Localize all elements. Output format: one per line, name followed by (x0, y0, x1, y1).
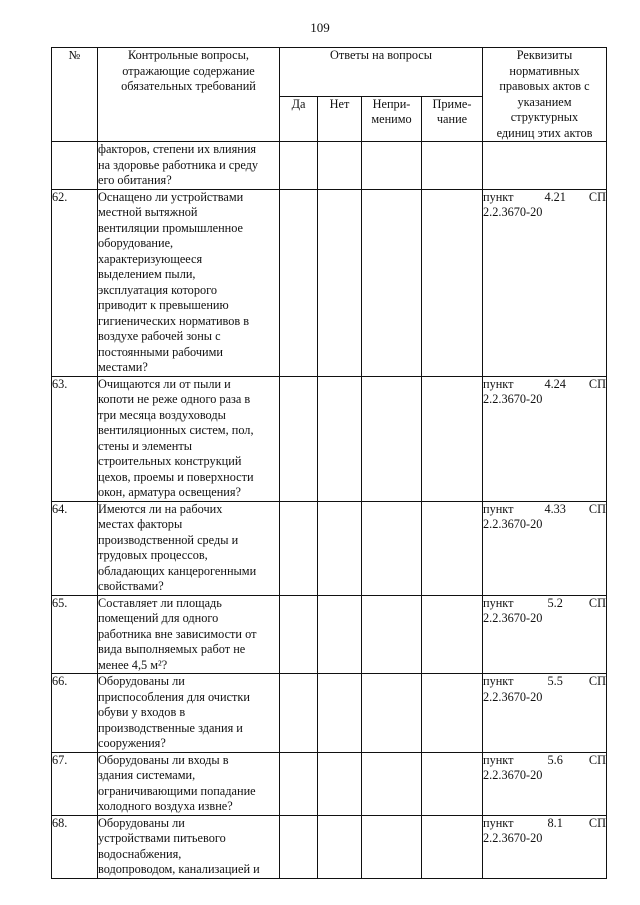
ref-code: 2.2.3670-20 (483, 768, 543, 782)
answer-not-applicable-cell[interactable] (362, 189, 422, 376)
row-num (52, 142, 98, 190)
row-question: Оснащено ли устройствами местной вытяжной вентиляции промышленное оборудование, характеризующееся выделением пыли, эксплуатация которого приводит к превышению гигиенических нормативов в воздухе рабочей зоны с постоянными рабочими местами? (98, 189, 280, 376)
header-row (52, 48, 607, 97)
row-requisites (483, 674, 607, 753)
answer-no-cell[interactable] (318, 674, 362, 753)
header-note: Приме- чание (422, 96, 483, 141)
ref-code: 2.2.3670-20 (483, 392, 543, 406)
ref-code: 2.2.3670-20 (483, 831, 543, 845)
row-num: 66. (52, 674, 98, 753)
ref-word: пункт (483, 376, 514, 391)
row-question: Очищаются ли от пыли и копоти не реже одного раза в три месяца воздуховоды вентиляционных систем, пол, стены и элементы строительных конструкций цехов, проемы и поверхности окон, арматура освещения? (98, 376, 280, 501)
row-question: факторов, степени их влияния на здоровье работника и среду его обитания? (98, 142, 280, 190)
answer-note-cell[interactable] (422, 189, 483, 376)
answer-yes-cell[interactable] (280, 501, 318, 595)
ref-code: 2.2.3670-20 (483, 205, 543, 219)
table-row (52, 674, 607, 753)
row-question: Составляет ли площадь помещений для одного работника вне зависимости от вида выполняемых работ не менее 4,5 м²? (98, 595, 280, 674)
row-num: 62. (52, 189, 98, 376)
ref-word: пункт (483, 815, 514, 830)
answer-note-cell[interactable] (422, 815, 483, 878)
answer-not-applicable-cell[interactable] (362, 815, 422, 878)
answer-yes-cell[interactable] (280, 376, 318, 501)
row-requisites (483, 595, 607, 674)
ref-code: 2.2.3670-20 (483, 689, 543, 704)
answer-yes-cell[interactable] (280, 752, 318, 815)
ref-word: пункт (483, 674, 514, 688)
ref-sp: СП (588, 376, 606, 391)
requirements-table (51, 47, 607, 879)
header-no: Нет (318, 96, 362, 141)
table-row (52, 142, 607, 190)
row-num: 63. (52, 376, 98, 501)
ref-word: пункт (483, 501, 514, 516)
row-requisites (483, 815, 607, 878)
header-not-applicable: Непри- менимо (362, 96, 422, 141)
row-requisites (483, 752, 607, 815)
table-row (52, 595, 607, 674)
header-yes: Да (280, 96, 318, 141)
ref-point: 8.1 (547, 815, 563, 830)
answer-yes-cell[interactable] (280, 674, 318, 753)
table-row (52, 752, 607, 815)
ref-sp: СП (588, 189, 606, 204)
answer-yes-cell[interactable] (280, 595, 318, 674)
answer-no-cell[interactable] (318, 189, 362, 376)
table-row (52, 376, 607, 501)
answer-note-cell[interactable] (422, 501, 483, 595)
ref-point: 5.6 (547, 752, 563, 767)
ref-code: 2.2.3670-20 (483, 517, 543, 531)
answer-note-cell[interactable] (422, 376, 483, 501)
table-row (52, 815, 607, 878)
answer-no-cell[interactable] (318, 752, 362, 815)
answer-note-cell[interactable] (422, 142, 483, 190)
ref-word: пункт (483, 189, 514, 204)
row-question: Оборудованы ли входы в здания системами, ограничивающими попадание холодного воздуха извне? (98, 752, 280, 815)
ref-sp: СП (588, 595, 606, 610)
answer-no-cell[interactable] (318, 815, 362, 878)
answer-yes-cell[interactable] (280, 142, 318, 190)
answer-not-applicable-cell[interactable] (362, 674, 422, 753)
row-requisites (483, 501, 607, 595)
ref-sp: СП (588, 815, 606, 830)
row-num: 65. (52, 595, 98, 674)
ref-point: 5.2 (547, 595, 563, 610)
answer-no-cell[interactable] (318, 595, 362, 674)
answer-no-cell[interactable] (318, 142, 362, 190)
ref-sp: СП (588, 752, 606, 767)
ref-point: 5.5 (547, 674, 563, 688)
row-question: Оборудованы ли устройствами питьевого водоснабжения, водопроводом, канализацией и (98, 815, 280, 878)
answer-no-cell[interactable] (318, 501, 362, 595)
ref-point: 4.21 (544, 189, 566, 204)
answer-no-cell[interactable] (318, 376, 362, 501)
table-row (52, 189, 607, 376)
answer-note-cell[interactable] (422, 674, 483, 753)
ref-code: 2.2.3670-20 (483, 611, 543, 625)
row-num: 67. (52, 752, 98, 815)
row-requisites (483, 189, 607, 376)
row-requisites (483, 142, 607, 190)
ref-word: пункт (483, 752, 514, 767)
answer-yes-cell[interactable] (280, 815, 318, 878)
row-question: Имеются ли на рабочих местах факторы производственной среды и трудовых процессов, обладающих канцерогенными свойствами? (98, 501, 280, 595)
row-question: Оборудованы ли приспособления для очистки обуви у входов в производственные здания и сооружения? (98, 674, 280, 753)
answer-not-applicable-cell[interactable] (362, 376, 422, 501)
answer-not-applicable-cell[interactable] (362, 752, 422, 815)
answer-note-cell[interactable] (422, 595, 483, 674)
table-row (52, 501, 607, 595)
answer-not-applicable-cell[interactable] (362, 595, 422, 674)
ref-word: пункт (483, 595, 514, 610)
ref-sp: СП (588, 501, 606, 516)
header-answers: Ответы на вопросы (280, 48, 483, 97)
row-requisites (483, 376, 607, 501)
header-requisites: Реквизиты нормативных правовых актов с указанием структурных единиц этих актов (483, 48, 607, 142)
answer-note-cell[interactable] (422, 752, 483, 815)
row-num: 68. (52, 815, 98, 878)
ref-sp: СП (588, 674, 606, 688)
header-num: № (52, 48, 98, 142)
ref-point: 4.33 (544, 501, 566, 516)
row-num: 64. (52, 501, 98, 595)
page-number: 109 (310, 20, 330, 35)
answer-not-applicable-cell[interactable] (362, 501, 422, 595)
ref-point: 4.24 (544, 376, 566, 391)
header-question: Контрольные вопросы, отражающие содержание обязательных требований (98, 48, 280, 142)
answer-not-applicable-cell[interactable] (362, 142, 422, 190)
answer-yes-cell[interactable] (280, 189, 318, 376)
